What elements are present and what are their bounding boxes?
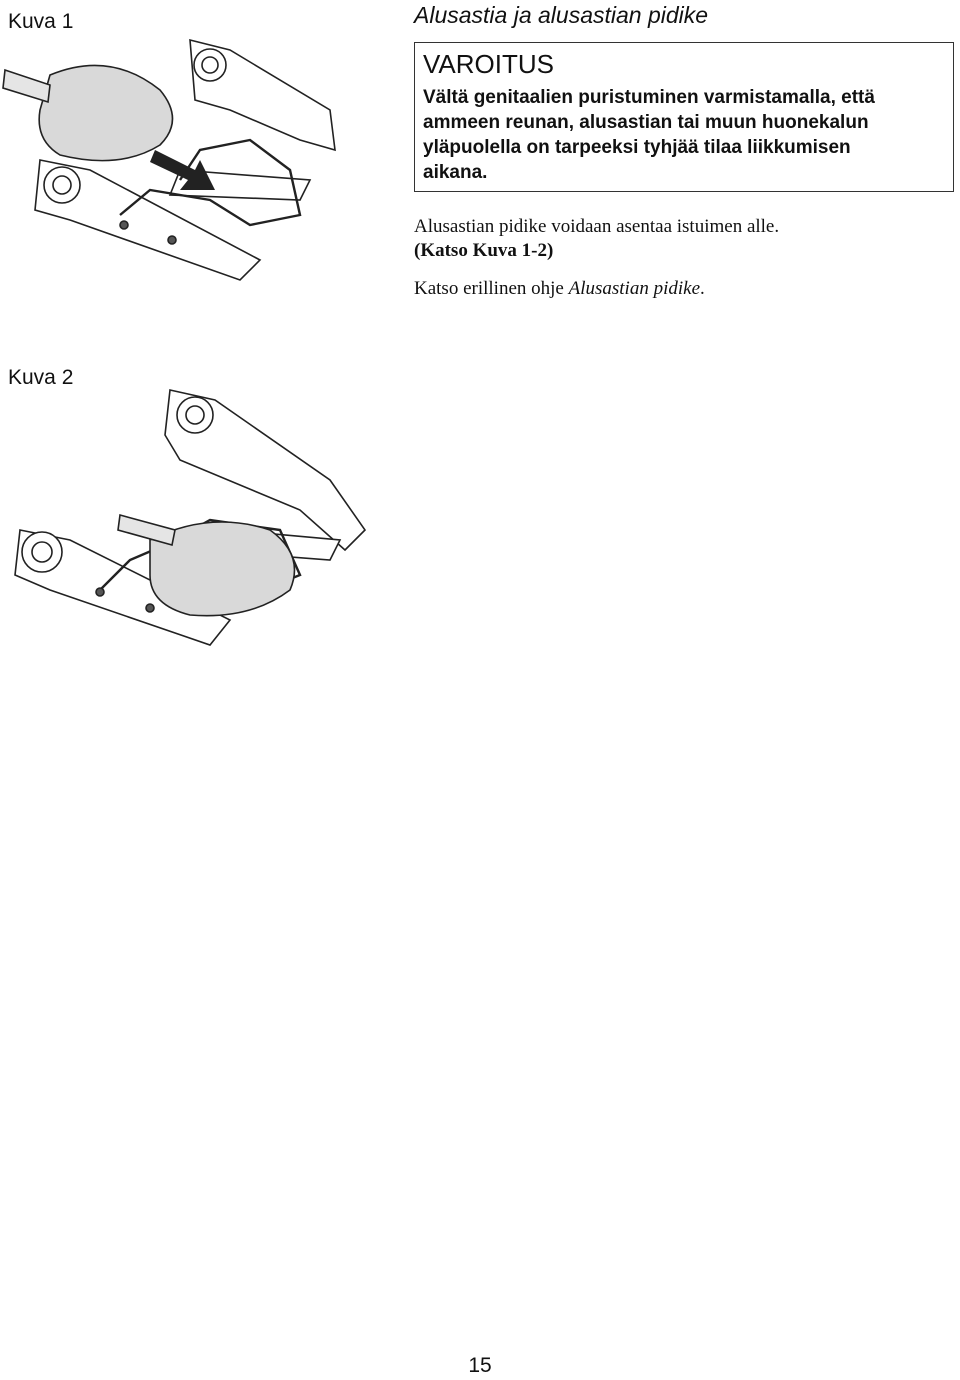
figure-2-illustration — [0, 380, 400, 660]
hinge-back — [194, 49, 226, 81]
section-title: Alusastia ja alusastian pidike — [414, 2, 709, 28]
warning-line: Vältä genitaalien puristuminen varmistamalla, että — [423, 87, 875, 108]
p3-suffix: . — [700, 278, 705, 299]
figure-1-illustration — [0, 30, 400, 290]
figure-1-label: Kuva 1 — [8, 10, 74, 33]
warning-heading: VAROITUS — [423, 49, 554, 79]
figure-2-label: Kuva 2 — [8, 366, 74, 389]
p3-italic-reference: Alusastian pidike — [568, 278, 701, 299]
warning-text — [423, 85, 945, 185]
hinge-front — [22, 532, 62, 572]
warning-line: yläpuolella on tarpeeksi tyhjää tilaa liikkumisen — [423, 137, 851, 158]
hinge-back — [177, 397, 213, 433]
warning-box — [414, 42, 954, 192]
p3-prefix: Katso erillinen ohje — [414, 278, 569, 299]
bedpan-handle — [118, 515, 175, 545]
page-number: 15 — [468, 1354, 492, 1377]
warning-line: ammeen reunan, alusastian tai muun huonekalun — [423, 112, 869, 133]
warning-line: aikana. — [423, 162, 488, 183]
bedpan-handle — [3, 70, 50, 102]
body-paragraph-3 — [414, 276, 705, 302]
body-paragraph-2: (Katso Kuva 1-2) — [414, 240, 554, 261]
body-paragraph-1: Alusastian pidike voidaan asentaa istuimen alle. — [414, 216, 780, 237]
bedpan — [39, 65, 172, 160]
hinge-front — [44, 167, 80, 203]
